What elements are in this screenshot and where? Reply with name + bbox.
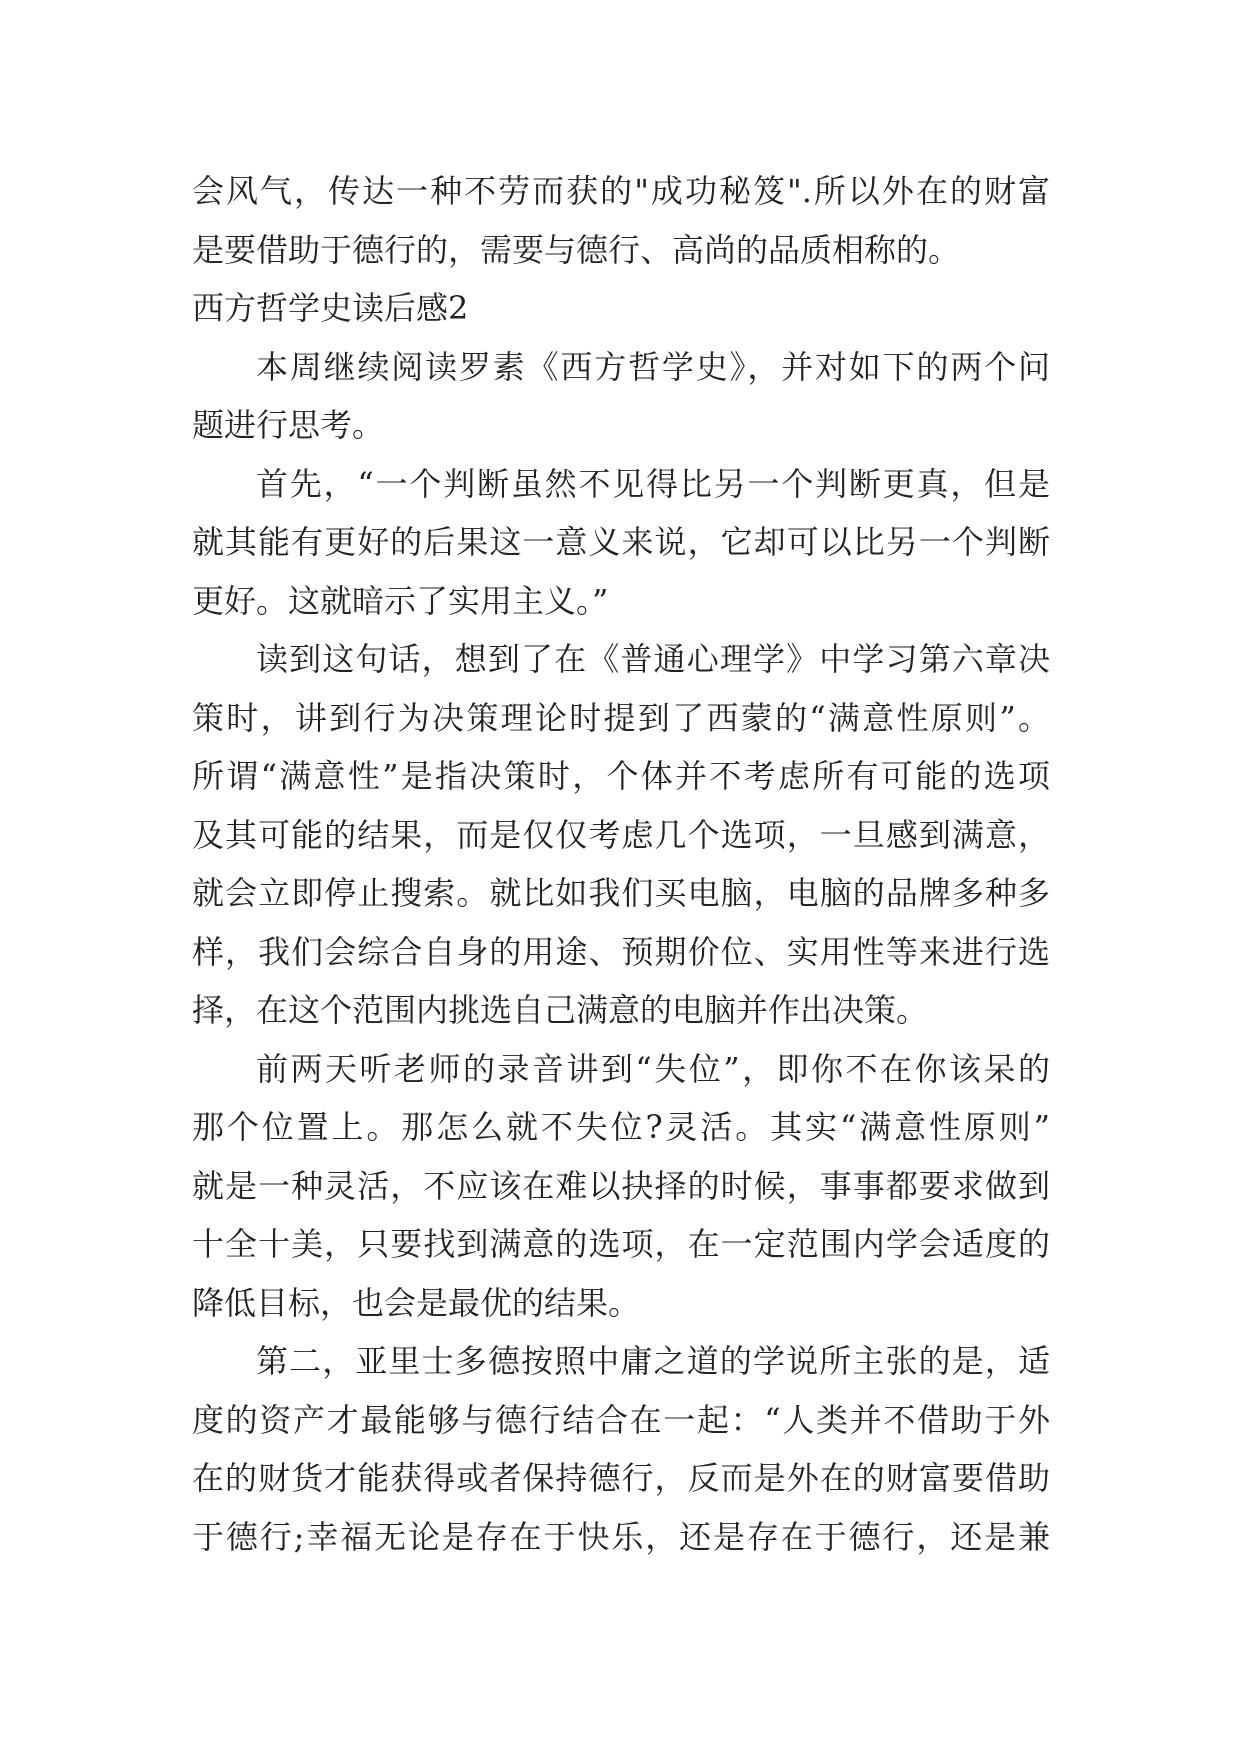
- text-line: 前两天听老师的录音讲到“失位”，即你不在你该呆的: [256, 1049, 1050, 1088]
- text-line: 首先，“一个判断虽然不见得比另一个判断更真，但是: [256, 464, 1050, 503]
- text-line: 十全十美，只要找到满意的选项，在一定范围内学会适度的: [192, 1225, 1050, 1263]
- text-line: 本周继续阅读罗素《西方哲学史》，并对如下的两个问: [256, 347, 1050, 386]
- text-line: 于德行;幸福无论是存在于快乐，还是存在于德行，还是兼: [192, 1517, 1050, 1556]
- text-line: 会风气，传达一种不劳而获的"成功秘笈".所以外在的财富: [192, 172, 1050, 210]
- text-line: 是要借助于德行的，需要与德行、高尚的品质相称的。: [192, 230, 961, 269]
- text-line: 就会立即停止搜索。就比如我们买电脑，电脑的品牌多种多: [192, 874, 1050, 912]
- section-title: 西方哲学史读后感2: [192, 289, 469, 327]
- text-line: 就其能有更好的后果这一意义来说，它却可以比另一个判断: [192, 523, 1050, 561]
- text-line: 度的资产才最能够与德行结合在一起：“人类并不借助于外: [192, 1400, 1050, 1439]
- text-line: 第二，亚里士多德按照中庸之道的学说所主张的是，适: [256, 1342, 1050, 1380]
- text-line: 策时，讲到行为决策理论时提到了西蒙的“满意性原则”。: [192, 698, 1050, 737]
- text-line: 择，在这个范围内挑选自己满意的电脑并作出决策。: [192, 991, 929, 1029]
- text-line: 所谓“满意性”是指决策时，个体并不考虑所有可能的选项: [192, 757, 1050, 795]
- body-text: [192, 162, 1050, 1566]
- text-line: 降低目标，也会是最优的结果。: [192, 1283, 641, 1322]
- text-line: 样，我们会综合自身的用途、预期价位、实用性等来进行选: [192, 932, 1050, 971]
- text-line: 就是一种灵活，不应该在难以抉择的时候，事事都要求做到: [192, 1166, 1050, 1205]
- text-line: 在的财货才能获得或者保持德行，反而是外在的财富要借助: [192, 1459, 1050, 1497]
- text-line: 及其可能的结果，而是仅仅考虑几个选项，一旦感到满意，: [192, 815, 1050, 854]
- text-line: 读到这句话，想到了在《普通心理学》中学习第六章决: [256, 640, 1050, 678]
- text-line: 更好。这就暗示了实用主义。”: [192, 581, 609, 620]
- text-line: 题进行思考。: [192, 406, 385, 444]
- text-line: 那个位置上。那怎么就不失位?灵活。其实“满意性原则”: [192, 1108, 1050, 1146]
